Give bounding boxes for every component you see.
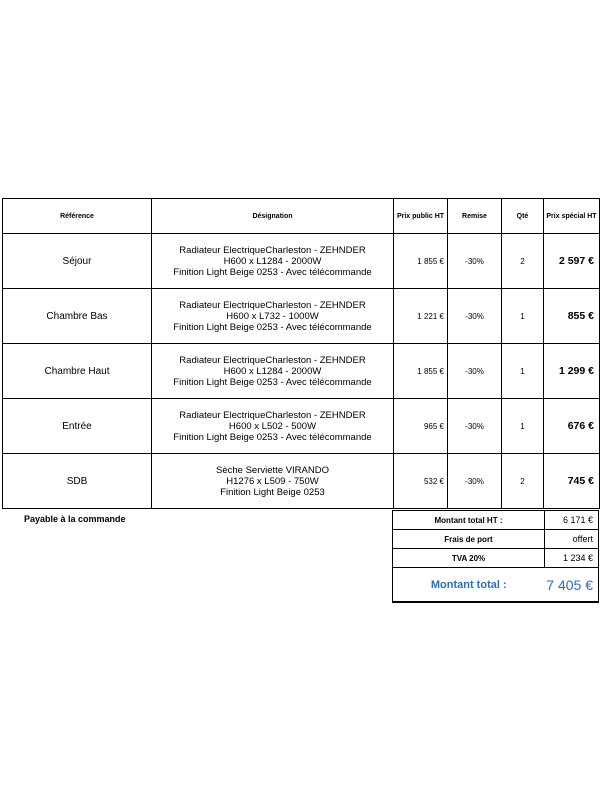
grand-total-row [393, 568, 599, 603]
row-reference: Chambre Bas [3, 289, 152, 344]
row-qty: 2 [502, 234, 544, 289]
designation-line: Finition Light Beige 0253 - Avec télécommande [173, 321, 372, 333]
row-qty: 1 [502, 344, 544, 399]
header-special-price: Prix spécial HT [544, 199, 600, 234]
designation-line: Finition Light Beige 0253 [220, 486, 325, 498]
designation-line: Radiateur ElectriqueCharleston - ZEHNDER [179, 299, 366, 311]
header-public-price: Prix public HT [394, 199, 448, 234]
table-header-row [3, 199, 600, 234]
totals-table [392, 510, 599, 603]
subtotal-value: 6 171 € [545, 511, 599, 530]
grand-total-value: 7 405 € [545, 568, 599, 603]
vat-row [393, 549, 599, 568]
row-public-price: 965 € [394, 399, 448, 454]
row-public-price: 532 € [394, 454, 448, 509]
vat-value: 1 234 € [545, 549, 599, 568]
row-reference: Chambre Haut [3, 344, 152, 399]
row-reference: Entrée [3, 399, 152, 454]
quote-table [2, 198, 600, 509]
designation-line: Finition Light Beige 0253 - Avec télécommande [173, 431, 372, 443]
table-row [3, 399, 600, 454]
designation-line: Radiateur ElectriqueCharleston - ZEHNDER [179, 409, 366, 421]
shipping-label: Frais de port [393, 530, 545, 549]
subtotal-row [393, 511, 599, 530]
designation-line: H1276 x L509 - 750W [226, 475, 319, 487]
row-qty: 2 [502, 454, 544, 509]
designation-line: H600 x L732 - 1000W [226, 310, 319, 322]
row-reference: Séjour [3, 234, 152, 289]
row-discount: -30% [448, 289, 502, 344]
designation-line: Sèche Serviette VIRANDO [216, 464, 329, 476]
shipping-value: offert [545, 530, 599, 549]
header-qty: Qté [502, 199, 544, 234]
designation-line: Radiateur ElectriqueCharleston - ZEHNDER [179, 354, 366, 366]
row-special-price: 745 € [544, 454, 600, 509]
shipping-row [393, 530, 599, 549]
row-designation [152, 399, 394, 454]
header-discount: Remise [448, 199, 502, 234]
designation-line: H600 x L1284 - 2000W [223, 365, 322, 377]
designation-line: H600 x L1284 - 2000W [223, 255, 322, 267]
designation-line: Finition Light Beige 0253 - Avec télécommande [173, 266, 372, 278]
table-row [3, 289, 600, 344]
designation-line: Radiateur ElectriqueCharleston - ZEHNDER [179, 244, 366, 256]
table-row [3, 454, 600, 509]
row-designation [152, 234, 394, 289]
designation-line: Finition Light Beige 0253 - Avec télécommande [173, 376, 372, 388]
grand-total-label: Montant total : [393, 568, 545, 603]
row-designation [152, 289, 394, 344]
row-qty: 1 [502, 289, 544, 344]
row-qty: 1 [502, 399, 544, 454]
payment-note: Payable à la commande [24, 514, 126, 524]
row-public-price: 1 855 € [394, 234, 448, 289]
designation-line: H600 x L502 - 500W [228, 420, 317, 432]
header-designation: Désignation [152, 199, 394, 234]
row-public-price: 1 221 € [394, 289, 448, 344]
row-discount: -30% [448, 399, 502, 454]
row-discount: -30% [448, 454, 502, 509]
row-public-price: 1 855 € [394, 344, 448, 399]
row-reference: SDB [3, 454, 152, 509]
row-discount: -30% [448, 234, 502, 289]
row-special-price: 2 597 € [544, 234, 600, 289]
row-discount: -30% [448, 344, 502, 399]
table-row [3, 234, 600, 289]
row-special-price: 855 € [544, 289, 600, 344]
vat-label: TVA 20% [393, 549, 545, 568]
row-designation [152, 454, 394, 509]
row-special-price: 1 299 € [544, 344, 600, 399]
row-designation [152, 344, 394, 399]
table-row [3, 344, 600, 399]
header-reference: Référence [3, 199, 152, 234]
subtotal-label: Montant total HT : [393, 511, 545, 530]
row-special-price: 676 € [544, 399, 600, 454]
